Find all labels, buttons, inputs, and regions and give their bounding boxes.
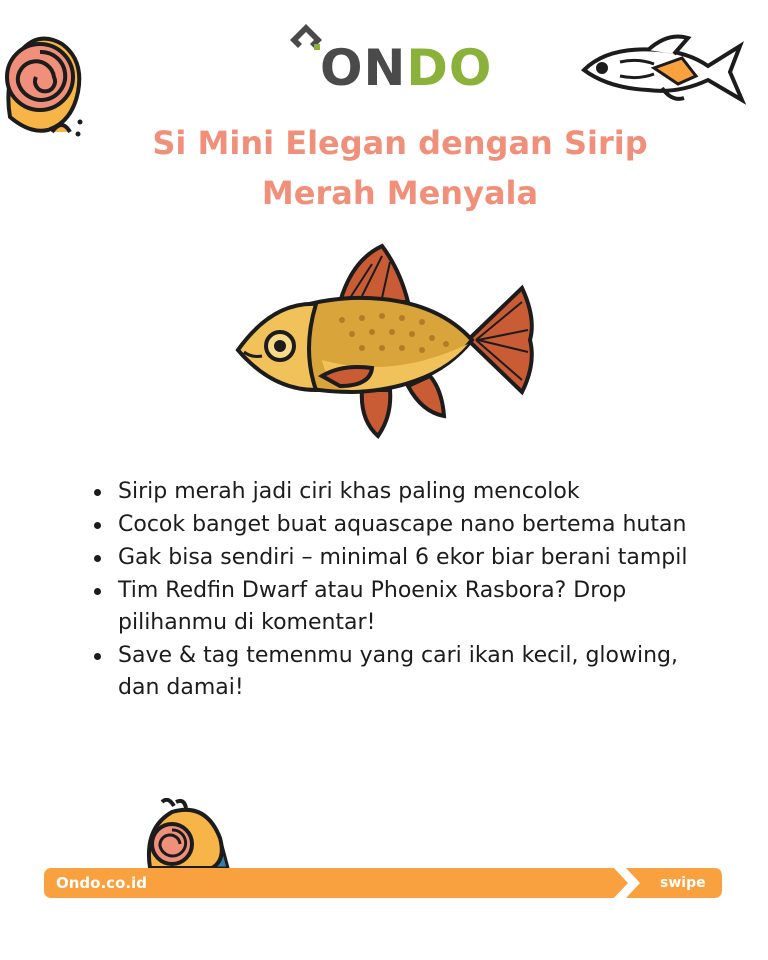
title-line-2: Merah Menyala [261, 174, 539, 212]
goldfish-icon [232, 240, 542, 440]
list-item: Tim Redfin Dwarf atau Phoenix Rasbora? Drop pilihanmu di komentar! [88, 575, 688, 639]
small-fish-icon [578, 28, 748, 108]
feature-list [88, 476, 688, 705]
ondo-logo [288, 18, 493, 98]
title-line-1: Si Mini Elegan dengan Sirip [152, 124, 648, 162]
ondo-logo-mark [288, 22, 324, 58]
logo-wordmark: ONDO [320, 39, 493, 97]
list-item: Gak bisa sendiri – minimal 6 ekor biar berani tampil [88, 542, 688, 574]
snail-peek-icon [142, 798, 232, 870]
footer-site-link[interactable]: Ondo.co.id [56, 874, 147, 892]
snail-icon [0, 22, 90, 142]
list-item: Cocok banget buat aquascape nano bertema hutan [88, 509, 688, 541]
page-title [100, 118, 700, 218]
list-item: Sirip merah jadi ciri khas paling mencolok [88, 476, 688, 508]
list-item: Save & tag temenmu yang cari ikan kecil, glowing, dan damai! [88, 640, 688, 704]
swipe-button[interactable]: swipe [660, 875, 706, 891]
